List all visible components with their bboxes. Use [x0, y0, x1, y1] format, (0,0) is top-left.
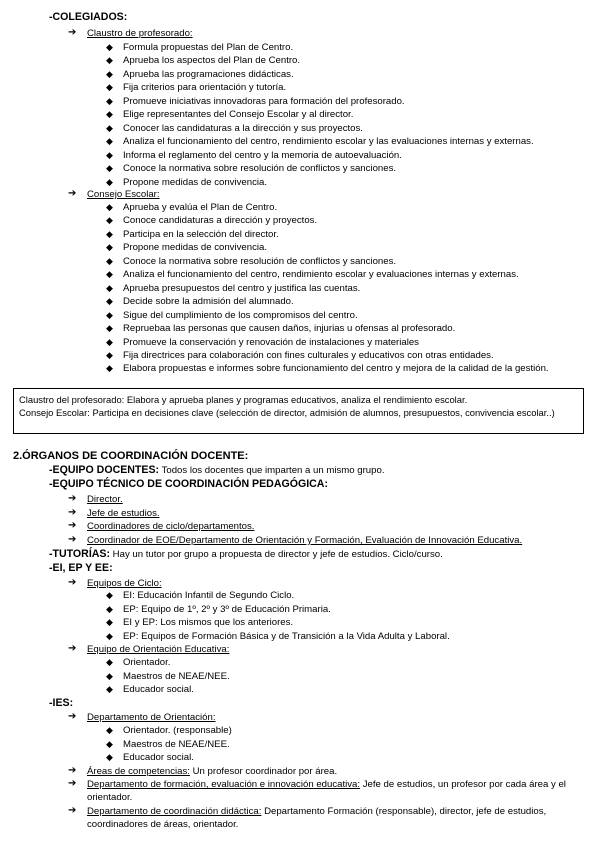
arrow-icon: ➔ [68, 778, 77, 789]
list-item: Participa en la selección del director. [123, 228, 279, 240]
diamond-bullet-icon: ◆ [106, 215, 113, 226]
etcp-item: Coordinador de EOE/Departamento de Orientación y Formación, Evaluación de Innovación Educativa. [87, 535, 523, 546]
dep-orientacion-label: Departamento de Orientación: [87, 712, 216, 723]
etcp-item: Director. [87, 494, 123, 505]
diamond-bullet-icon: ◆ [106, 603, 113, 614]
list-item: Analiza el funcionamiento del centro, rendimiento escolar y las evaluaciones internas y externas. [123, 136, 534, 148]
list-item: Conoce la normativa sobre resolución de conflictos y sanciones. [123, 163, 397, 175]
list-item: Analiza el funcionamiento del centro, rendimiento escolar y evaluaciones internas y externas. [123, 269, 519, 281]
diamond-bullet-icon: ◆ [106, 228, 113, 239]
diamond-bullet-icon: ◆ [106, 657, 113, 667]
arrow-icon: ➔ [68, 805, 77, 816]
areas-row [87, 765, 337, 778]
diamond-bullet-icon: ◆ [106, 738, 113, 749]
diamond-bullet-icon: ◆ [106, 55, 113, 66]
list-item: Propone medidas de convivencia. [123, 176, 267, 188]
list-item: Aprueba y evalúa el Plan de Centro. [123, 202, 278, 213]
diamond-bullet-icon: ◆ [106, 202, 113, 212]
tutorias-text: Hay un tutor por grupo a propuesta de director y jefe de estudios. Ciclo/curso. [110, 549, 443, 560]
tutorias-row [49, 548, 443, 561]
list-item: Decide sobre la admisión del alumnado. [123, 296, 294, 308]
list-item: Elabora propuestas e informes sobre funcionamiento del centro y mejora de la calidad de la gestión. [123, 363, 549, 375]
dep-formacion-label: Departamento de formación, evaluación e innovación educativa: [87, 779, 361, 790]
list-item: EP: Equipo de 1º, 2º y 3º de Educación Primaria. [123, 603, 331, 615]
list-item: Repruebaa las personas que causen daños, injurias u ofensas al profesorado. [123, 323, 456, 335]
list-item: Maestros de NEAE/NEE. [123, 738, 230, 750]
diamond-bullet-icon: ◆ [106, 336, 113, 347]
section-heading-coordinacion: 2.ÓRGANOS DE COORDINACIÓN DOCENTE: [13, 450, 249, 462]
diamond-bullet-icon: ◆ [106, 363, 113, 374]
areas-label: Áreas de competencias: [87, 766, 190, 777]
arrow-icon: ➔ [68, 520, 77, 531]
dep-coordinacion-text: Departamento Formación (responsable), director, jefe de estudios, coordinadores de áreas, orientador. [87, 806, 547, 831]
list-item: Formula propuestas del Plan de Centro. [123, 42, 294, 53]
list-item: Orientador. [123, 657, 171, 668]
summary-claustro: Claustro del profesorado: Elabora y aprueba planes y programas educativos, analiza el rendimiento escolar. [19, 394, 468, 405]
diamond-bullet-icon: ◆ [106, 684, 113, 695]
arrow-icon: ➔ [68, 711, 77, 722]
equipo-docentes-text: Todos los docentes que imparten a un mismo grupo. [159, 465, 385, 476]
ei-ep-ee-label: -EI, EP Y EE: [49, 562, 113, 574]
ies-label: -IES: [49, 697, 74, 709]
diamond-bullet-icon: ◆ [106, 630, 113, 641]
list-item: Fija criterios para orientación y tutoría. [123, 82, 287, 94]
list-item: Aprueba los aspectos del Plan de Centro. [123, 55, 301, 67]
diamond-bullet-icon: ◆ [106, 109, 113, 120]
arrow-icon: ➔ [68, 577, 77, 588]
list-item: Elige representantes del Consejo Escolar y al director. [123, 109, 354, 121]
diamond-bullet-icon: ◆ [106, 752, 113, 763]
list-item: Orientador. (responsable) [123, 725, 232, 736]
diamond-bullet-icon: ◆ [106, 296, 113, 307]
diamond-bullet-icon: ◆ [106, 617, 113, 628]
diamond-bullet-icon: ◆ [106, 590, 113, 600]
consejo-label: Consejo Escolar: [87, 189, 160, 200]
etcp-item: Coordinadores de ciclo/departamentos. [87, 521, 255, 532]
list-item: Aprueba presupuestos del centro y justifica las cuentas. [123, 282, 361, 294]
diamond-bullet-icon: ◆ [106, 42, 113, 52]
arrow-icon: ➔ [68, 493, 77, 504]
equipo-docentes-row [49, 464, 384, 477]
list-item: Maestros de NEAE/NEE. [123, 670, 230, 682]
areas-text: Un profesor coordinador por área. [189, 766, 338, 777]
list-item: Promueve iniciativas innovadoras para formación del profesorado. [123, 95, 405, 107]
list-item: Conocer las candidaturas a la dirección y sus proyectos. [123, 122, 363, 134]
dep-coordinacion-label: Departamento de coordinación didáctica: [87, 806, 262, 817]
dep-formacion-text: Jefe de estudios, un profesor por cada área y el orientador. [87, 779, 566, 804]
list-item: Fija directrices para colaboración con fines culturales y educativos con otras entidades. [123, 349, 494, 361]
summary-box [13, 388, 584, 434]
diamond-bullet-icon: ◆ [106, 122, 113, 133]
diamond-bullet-icon: ◆ [106, 95, 113, 106]
list-item: Aprueba las programaciones didácticas. [123, 68, 294, 80]
arrow-icon: ➔ [68, 643, 77, 654]
arrow-icon: ➔ [68, 507, 77, 518]
equipos-ciclo-label: Equipos de Ciclo: [87, 578, 162, 589]
section-heading-colegiados: -COLEGIADOS: [49, 11, 128, 23]
claustro-label: Claustro de profesorado: [87, 28, 193, 39]
list-item: EI: Educación Infantil de Segundo Ciclo. [123, 590, 295, 601]
summary-consejo: Consejo Escolar: Participa en decisiones clave (selección de director, admisión de alumnos, presupuestos, convivencia escolar..) [19, 407, 555, 418]
list-item: Conoce la normativa sobre resolución de conflictos y sanciones. [123, 255, 397, 267]
list-item: Educador social. [123, 684, 194, 696]
dep-formacion-row [87, 778, 587, 805]
diamond-bullet-icon: ◆ [106, 136, 113, 147]
list-item: Promueve la conservación y renovación de instalaciones y materiales [123, 336, 419, 348]
diamond-bullet-icon: ◆ [106, 176, 113, 187]
diamond-bullet-icon: ◆ [106, 269, 113, 280]
tutorias-label: -TUTORÍAS: [49, 548, 111, 560]
diamond-bullet-icon: ◆ [106, 282, 113, 293]
list-item: EI y EP: Los mismos que los anteriores. [123, 617, 294, 629]
list-item: EP: Equipos de Formación Básica y de Transición a la Vida Adulta y Laboral. [123, 630, 450, 642]
diamond-bullet-icon: ◆ [106, 242, 113, 253]
list-item: Propone medidas de convivencia. [123, 242, 267, 254]
diamond-bullet-icon: ◆ [106, 255, 113, 266]
diamond-bullet-icon: ◆ [106, 349, 113, 360]
arrow-icon: ➔ [68, 188, 77, 199]
list-item: Sigue del cumplimiento de los compromisos del centro. [123, 309, 358, 321]
list-item: Conoce candidaturas a dirección y proyectos. [123, 215, 318, 227]
dep-coordinacion-row [87, 805, 587, 832]
diamond-bullet-icon: ◆ [106, 163, 113, 174]
list-item: Educador social. [123, 752, 194, 764]
diamond-bullet-icon: ◆ [106, 82, 113, 93]
diamond-bullet-icon: ◆ [106, 149, 113, 160]
equipo-orientacion-label: Equipo de Orientación Educativa: [87, 644, 230, 655]
etcp-label: -EQUIPO TÉCNICO DE COORDINACIÓN PEDAGÓGICA: [49, 478, 328, 490]
etcp-item: Jefe de estudios. [87, 508, 160, 519]
diamond-bullet-icon: ◆ [106, 670, 113, 681]
arrow-icon: ➔ [68, 27, 77, 38]
diamond-bullet-icon: ◆ [106, 725, 113, 735]
diamond-bullet-icon: ◆ [106, 68, 113, 79]
arrow-icon: ➔ [68, 765, 77, 776]
list-item: Informa el reglamento del centro y la memoria de autoevaluación. [123, 149, 402, 161]
diamond-bullet-icon: ◆ [106, 309, 113, 320]
arrow-icon: ➔ [68, 534, 77, 545]
equipo-docentes-label: -EQUIPO DOCENTES: [49, 464, 160, 476]
diamond-bullet-icon: ◆ [106, 323, 113, 334]
